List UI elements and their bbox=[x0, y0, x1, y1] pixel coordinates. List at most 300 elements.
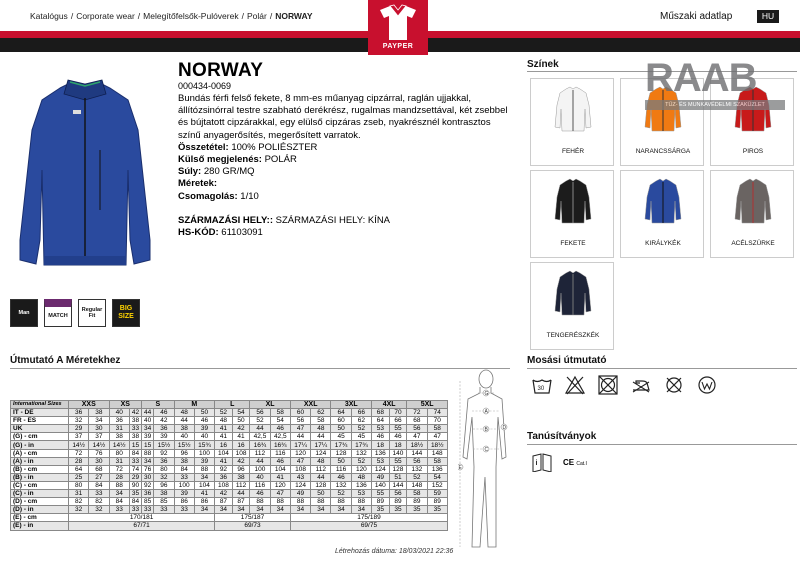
size-cell: 64 bbox=[331, 409, 351, 417]
size-cell: 15½ bbox=[174, 441, 194, 449]
size-cell: 38 bbox=[89, 409, 109, 417]
size-cell: 82 bbox=[89, 498, 109, 506]
breadcrumb-separator: / bbox=[269, 11, 273, 21]
packaging-row bbox=[178, 191, 508, 203]
breadcrumb-item[interactable]: Corporate wear bbox=[76, 11, 135, 21]
size-cell: 42 bbox=[215, 490, 233, 498]
weight-label: Súly: bbox=[178, 166, 202, 178]
size-cell: 34 bbox=[109, 490, 129, 498]
size-header: XXS bbox=[69, 401, 110, 409]
shirt-logo-icon bbox=[376, 4, 420, 42]
size-cell: 175/189 bbox=[290, 514, 447, 522]
color-swatch-label: FEHÉR bbox=[561, 148, 585, 155]
size-cell: 43 bbox=[290, 473, 310, 481]
no-bleach-icon bbox=[564, 374, 586, 396]
size-cell: 68 bbox=[89, 465, 109, 473]
raab-watermark bbox=[645, 58, 785, 113]
size-cell: 120 bbox=[351, 465, 371, 473]
color-swatch-label: TENGERÉSZKÉK bbox=[546, 332, 600, 339]
wash-icons bbox=[531, 374, 718, 396]
size-row-label: (E) - in bbox=[11, 522, 69, 530]
size-cell: 42 bbox=[232, 457, 250, 465]
size-row bbox=[11, 441, 448, 449]
composition-row bbox=[178, 142, 508, 154]
no-tumble-dry-icon bbox=[597, 374, 619, 396]
size-cell: 100 bbox=[250, 465, 270, 473]
size-cell: 136 bbox=[372, 449, 390, 457]
size-cell: 18 bbox=[389, 441, 407, 449]
size-cell: 88 bbox=[331, 498, 351, 506]
size-row-label: (D) - in bbox=[11, 506, 69, 514]
size-table bbox=[10, 400, 448, 531]
figure-label-d: D bbox=[502, 425, 507, 431]
size-cell: 33 bbox=[154, 506, 174, 514]
size-cell: 116 bbox=[331, 465, 351, 473]
size-cell: 58 bbox=[270, 409, 290, 417]
size-cell: 18½ bbox=[407, 441, 427, 449]
size-cell: 18 bbox=[372, 441, 390, 449]
size-cell: 34 bbox=[215, 506, 233, 514]
wet-clean-icon bbox=[696, 374, 718, 396]
figure-label-b: B bbox=[484, 427, 488, 433]
color-swatch-label: PIROS bbox=[742, 148, 764, 155]
size-cell: 53 bbox=[351, 490, 371, 498]
size-cell: 42 bbox=[154, 417, 174, 425]
size-cell: 116 bbox=[270, 449, 290, 457]
size-cell: 88 bbox=[311, 498, 331, 506]
size-cell: 53 bbox=[372, 425, 390, 433]
size-cell: 104 bbox=[270, 465, 290, 473]
raab-watermark-tagline: TŰZ- ÉS MUNKAVÉDELMI SZAKÜZLET bbox=[645, 100, 785, 110]
size-cell: 88 bbox=[109, 481, 129, 489]
size-cell: 47 bbox=[290, 425, 310, 433]
size-cell: 47 bbox=[290, 457, 310, 465]
breadcrumb bbox=[30, 11, 313, 21]
size-cell: 56 bbox=[407, 425, 427, 433]
no-dry-clean-icon bbox=[663, 374, 685, 396]
size-header: M bbox=[174, 401, 215, 409]
size-cell: 62 bbox=[351, 417, 371, 425]
size-cell: 140 bbox=[372, 481, 390, 489]
size-cell: 87 bbox=[232, 498, 250, 506]
size-cell: 34 bbox=[331, 506, 351, 514]
badge-man: Man bbox=[10, 299, 38, 327]
size-cell: 39 bbox=[154, 433, 174, 441]
size-header: 5XL bbox=[407, 401, 448, 409]
size-cell: 34 bbox=[270, 506, 290, 514]
size-cell: 36 bbox=[69, 409, 89, 417]
color-swatch[interactable] bbox=[530, 78, 614, 166]
size-cell: 89 bbox=[427, 498, 447, 506]
size-cell: 36 bbox=[154, 425, 174, 433]
size-cell: 80 bbox=[69, 481, 89, 489]
size-row bbox=[11, 457, 448, 465]
size-cell: 66 bbox=[389, 417, 407, 425]
size-cell: 88 bbox=[194, 465, 214, 473]
packaging-label: Csomagolás: bbox=[178, 190, 238, 202]
tech-sheet-link[interactable]: Műszaki adatlap bbox=[660, 11, 733, 22]
size-cell: 88 bbox=[250, 498, 270, 506]
size-row bbox=[11, 417, 448, 425]
size-cell: 64 bbox=[69, 465, 89, 473]
size-cell: 38 bbox=[174, 425, 194, 433]
size-header: 3XL bbox=[331, 401, 372, 409]
size-cell: 41 bbox=[215, 433, 233, 441]
size-cell: 40 bbox=[194, 433, 214, 441]
size-cell: 54 bbox=[232, 409, 250, 417]
size-cell: 48 bbox=[174, 409, 194, 417]
size-cell: 14½ bbox=[89, 441, 109, 449]
badge-regular-fit: Regular Fit bbox=[78, 299, 106, 327]
size-cell: 46 bbox=[270, 457, 290, 465]
size-cell: 68 bbox=[372, 409, 390, 417]
size-cell: 14½ bbox=[109, 441, 129, 449]
brand-logo[interactable] bbox=[368, 0, 428, 55]
size-cell: 128 bbox=[311, 481, 331, 489]
size-cell: 52 bbox=[215, 409, 233, 417]
size-cell: 14½ bbox=[69, 441, 89, 449]
size-cell: 66 bbox=[351, 409, 371, 417]
size-row-label: (B) - cm bbox=[11, 465, 69, 473]
size-cell: 60 bbox=[331, 417, 351, 425]
size-cell: 42 bbox=[232, 425, 250, 433]
product-title: NORWAY bbox=[178, 60, 264, 81]
size-cell: 112 bbox=[311, 465, 331, 473]
size-cell: 108 bbox=[290, 465, 310, 473]
color-swatch-jacket bbox=[553, 269, 593, 317]
size-cell: 39 bbox=[194, 425, 214, 433]
packaging-value: 1/10 bbox=[240, 190, 259, 202]
size-cell: 72 bbox=[69, 449, 89, 457]
size-cell: 44 bbox=[250, 457, 270, 465]
size-cell: 53 bbox=[372, 457, 390, 465]
size-cell: 46 bbox=[154, 409, 174, 417]
size-row bbox=[11, 481, 448, 489]
size-cell: 92 bbox=[142, 481, 154, 489]
size-cell: 74 bbox=[427, 409, 447, 417]
size-cell: 35 bbox=[372, 506, 390, 514]
size-cell: 50 bbox=[232, 417, 250, 425]
size-cell: 16¾ bbox=[250, 441, 270, 449]
badge-match: MATCH bbox=[44, 299, 72, 327]
size-cell: 28 bbox=[69, 457, 89, 465]
size-cell: 42,5 bbox=[250, 433, 270, 441]
size-cell: 52 bbox=[407, 473, 427, 481]
size-row-label: IT - DE bbox=[11, 409, 69, 417]
origin-label: SZÁRMAZÁSI HELY:: bbox=[178, 214, 273, 226]
size-cell: 34 bbox=[311, 506, 331, 514]
size-cell: 50 bbox=[331, 425, 351, 433]
ce-mark bbox=[563, 458, 587, 467]
size-row-label: UK bbox=[11, 425, 69, 433]
raab-watermark-word: RAAB bbox=[645, 56, 757, 100]
size-cell: 148 bbox=[427, 449, 447, 457]
size-cell: 39 bbox=[142, 433, 154, 441]
size-cell: 56 bbox=[290, 417, 310, 425]
size-row bbox=[11, 514, 448, 522]
size-cell: 38 bbox=[109, 433, 129, 441]
size-cell: 72 bbox=[407, 409, 427, 417]
body-measurement-figure bbox=[458, 367, 513, 557]
size-cell: 41 bbox=[232, 433, 250, 441]
ce-mark-text: CE bbox=[563, 457, 575, 467]
size-header: S bbox=[142, 401, 175, 409]
size-cell: 38 bbox=[174, 457, 194, 465]
color-swatch[interactable] bbox=[710, 170, 794, 258]
size-cell: 60 bbox=[290, 409, 310, 417]
size-cell: 132 bbox=[351, 449, 371, 457]
size-cell: 55 bbox=[389, 425, 407, 433]
size-row-label: (G) - cm bbox=[11, 433, 69, 441]
size-cell: 84 bbox=[89, 481, 109, 489]
size-cell: 80 bbox=[154, 465, 174, 473]
size-cell: 104 bbox=[215, 449, 233, 457]
size-cell: 51 bbox=[389, 473, 407, 481]
size-cell: 55 bbox=[372, 490, 390, 498]
size-cell: 40 bbox=[142, 417, 154, 425]
size-cell: 31 bbox=[69, 490, 89, 498]
size-cell: 44 bbox=[250, 425, 270, 433]
size-cell: 64 bbox=[372, 417, 390, 425]
color-swatch-label: NARANCSSÁRGA bbox=[635, 148, 691, 155]
size-cell: 38 bbox=[129, 417, 141, 425]
size-cell: 104 bbox=[194, 481, 214, 489]
size-cell: 140 bbox=[389, 449, 407, 457]
size-cell: 40 bbox=[109, 409, 129, 417]
size-row-label: (A) - in bbox=[11, 457, 69, 465]
size-cell: 124 bbox=[372, 465, 390, 473]
size-cell: 76 bbox=[89, 449, 109, 457]
iron-low-icon bbox=[630, 374, 652, 396]
size-header-row bbox=[11, 401, 448, 409]
size-cell: 37 bbox=[89, 433, 109, 441]
size-cell: 44 bbox=[311, 433, 331, 441]
product-description: Bundás férfi felső fekete, 8 mm-es műanyag cipzárral, raglán ujjakkal, állítózsinórral testre szabható derékrész, rugalmas mandzsettával, két zsebbel és bújtatott cipzárakkal, egy elülső cipzáras zseb, nyakrésznél kontrasztos színű anyagerősítés, megerősített varratok. bbox=[178, 93, 508, 141]
size-cell: 148 bbox=[407, 481, 427, 489]
size-cell: 54 bbox=[270, 417, 290, 425]
size-cell: 55 bbox=[389, 457, 407, 465]
size-cell: 48 bbox=[351, 473, 371, 481]
size-cell: 48 bbox=[215, 417, 233, 425]
size-cell: 124 bbox=[290, 481, 310, 489]
size-cell: 33 bbox=[142, 506, 154, 514]
size-cell: 15 bbox=[142, 441, 154, 449]
size-cell: 46 bbox=[194, 417, 214, 425]
colors-heading: Színek bbox=[527, 59, 797, 72]
size-cell: 36 bbox=[109, 417, 129, 425]
size-cell: 15¾ bbox=[194, 441, 214, 449]
language-selector[interactable]: HU bbox=[757, 10, 779, 23]
size-cell: 16¾ bbox=[270, 441, 290, 449]
size-cell: 96 bbox=[154, 481, 174, 489]
figure-label-a: A bbox=[484, 409, 488, 415]
size-cell: 41 bbox=[215, 425, 233, 433]
size-cell: 88 bbox=[142, 449, 154, 457]
size-cell: 29 bbox=[69, 425, 89, 433]
size-cell: 47 bbox=[270, 490, 290, 498]
figure-label-g: G bbox=[484, 391, 489, 397]
size-row-label: (G) - in bbox=[11, 441, 69, 449]
size-cell: 88 bbox=[270, 498, 290, 506]
size-cell: 35 bbox=[389, 506, 407, 514]
size-row bbox=[11, 498, 448, 506]
size-cell: 38 bbox=[154, 490, 174, 498]
size-cell: 49 bbox=[290, 490, 310, 498]
wash-heading: Mosási útmutató bbox=[527, 355, 797, 369]
appearance-label: Külső megjelenés: bbox=[178, 154, 262, 166]
size-cell: 33 bbox=[89, 490, 109, 498]
weight-value: 280 GR/MQ bbox=[203, 166, 255, 178]
size-cell: 72 bbox=[109, 465, 129, 473]
size-cell: 84 bbox=[174, 465, 194, 473]
size-cell: 33 bbox=[129, 506, 141, 514]
size-cell: 30 bbox=[89, 425, 109, 433]
wash-temperature: 30 bbox=[537, 386, 545, 392]
color-swatch[interactable] bbox=[620, 170, 704, 258]
size-cell: 38 bbox=[232, 473, 250, 481]
size-cell: 52 bbox=[351, 457, 371, 465]
size-cell: 17¾ bbox=[331, 441, 351, 449]
size-cell: 70 bbox=[427, 417, 447, 425]
size-cell: 49 bbox=[372, 473, 390, 481]
size-cell: 128 bbox=[331, 449, 351, 457]
breadcrumb-separator: / bbox=[241, 11, 244, 21]
size-cell: 69/75 bbox=[290, 522, 447, 530]
size-cell: 34 bbox=[142, 425, 154, 433]
figure-label-e: E bbox=[458, 465, 462, 471]
size-row bbox=[11, 433, 448, 441]
size-cell: 58 bbox=[427, 457, 447, 465]
size-cell: 136 bbox=[427, 465, 447, 473]
size-cell: 74 bbox=[129, 465, 141, 473]
size-cell: 89 bbox=[389, 498, 407, 506]
certifications-heading: Tanúsítványok bbox=[527, 431, 797, 445]
size-cell: 34 bbox=[232, 506, 250, 514]
body-outline-icon bbox=[458, 367, 513, 557]
size-cell: 34 bbox=[351, 506, 371, 514]
product-info bbox=[178, 93, 508, 239]
size-cell: 56 bbox=[407, 457, 427, 465]
size-cell: 32 bbox=[69, 506, 89, 514]
size-cell: 96 bbox=[174, 449, 194, 457]
size-cell: 112 bbox=[250, 449, 270, 457]
size-cell: 32 bbox=[69, 417, 89, 425]
size-row bbox=[11, 490, 448, 498]
size-cell: 40 bbox=[174, 433, 194, 441]
sizes-row bbox=[178, 178, 508, 190]
size-cell: 50 bbox=[311, 490, 331, 498]
size-cell: 69/73 bbox=[215, 522, 291, 530]
size-cell: 58 bbox=[407, 490, 427, 498]
size-header: L bbox=[215, 401, 250, 409]
color-swatch-label: FEKETE bbox=[560, 240, 586, 247]
size-cell: 16 bbox=[215, 441, 233, 449]
breadcrumb-item[interactable]: Melegítőfelsők-Pulóverek bbox=[143, 11, 239, 21]
size-row bbox=[11, 473, 448, 481]
size-cell: 15 bbox=[129, 441, 141, 449]
product-code: 000434-0069 bbox=[178, 81, 232, 91]
size-cell: 120 bbox=[290, 449, 310, 457]
size-cell: 44 bbox=[174, 417, 194, 425]
size-cell: 47 bbox=[407, 433, 427, 441]
size-cell: 58 bbox=[311, 417, 331, 425]
size-row bbox=[11, 522, 448, 530]
breadcrumb-separator: / bbox=[70, 11, 74, 21]
size-cell: 112 bbox=[232, 481, 250, 489]
color-swatch-jacket bbox=[643, 177, 683, 225]
size-cell: 85 bbox=[142, 498, 154, 506]
size-cell: 100 bbox=[174, 481, 194, 489]
feature-badges bbox=[10, 299, 140, 327]
size-row-label: (C) - cm bbox=[11, 481, 69, 489]
size-cell: 152 bbox=[427, 481, 447, 489]
size-row-label: (C) - in bbox=[11, 490, 69, 498]
size-cell: 32 bbox=[89, 506, 109, 514]
size-cell: 34 bbox=[250, 506, 270, 514]
size-cell: 87 bbox=[215, 498, 233, 506]
size-cell: 92 bbox=[215, 465, 233, 473]
composition-label: Összetétel: bbox=[178, 141, 229, 153]
size-cell: 108 bbox=[215, 481, 233, 489]
size-cell: 132 bbox=[407, 465, 427, 473]
size-cell: 36 bbox=[154, 457, 174, 465]
size-cell: 15½ bbox=[154, 441, 174, 449]
color-swatch[interactable] bbox=[530, 262, 614, 350]
breadcrumb-item[interactable]: Katalógus bbox=[30, 11, 68, 21]
origin-row bbox=[178, 215, 508, 227]
size-cell: 31 bbox=[109, 457, 129, 465]
size-cell: 46 bbox=[270, 425, 290, 433]
size-header: XXL bbox=[290, 401, 331, 409]
size-cell: 38 bbox=[129, 433, 141, 441]
size-cell: 33 bbox=[109, 506, 129, 514]
jacket-illustration bbox=[10, 70, 160, 275]
size-cell: 84 bbox=[109, 498, 129, 506]
size-cell: 52 bbox=[250, 417, 270, 425]
size-cell: 54 bbox=[427, 473, 447, 481]
size-cell: 85 bbox=[154, 498, 174, 506]
info-book-icon bbox=[531, 452, 553, 472]
size-cell: 47 bbox=[427, 433, 447, 441]
size-cell: 36 bbox=[142, 490, 154, 498]
origin-value: SZÁRMAZÁSI HELY: KÍNA bbox=[275, 214, 391, 226]
color-swatch[interactable] bbox=[530, 170, 614, 258]
size-cell: 90 bbox=[129, 481, 141, 489]
size-cell: 84 bbox=[129, 449, 141, 457]
size-cell: 36 bbox=[215, 473, 233, 481]
size-cell: 170/181 bbox=[69, 514, 215, 522]
size-cell: 27 bbox=[89, 473, 109, 481]
certification-icons bbox=[531, 452, 587, 472]
size-cell: 50 bbox=[331, 457, 351, 465]
appearance-row bbox=[178, 154, 508, 166]
size-row-label: (D) - cm bbox=[11, 498, 69, 506]
size-cell: 34 bbox=[194, 506, 214, 514]
size-cell: 34 bbox=[290, 506, 310, 514]
size-cell: 56 bbox=[250, 409, 270, 417]
breadcrumb-item[interactable]: Polár bbox=[246, 11, 267, 21]
size-cell: 40 bbox=[250, 473, 270, 481]
size-cell: 32 bbox=[154, 473, 174, 481]
color-swatch-label: KIRÁLYKÉK bbox=[645, 240, 681, 247]
size-cell: 144 bbox=[407, 449, 427, 457]
size-guide-heading: Útmutató A Méretekhez bbox=[10, 355, 510, 369]
brand-logo-text: PAYPER bbox=[382, 43, 414, 50]
size-cell: 124 bbox=[311, 449, 331, 457]
size-cell: 39 bbox=[194, 457, 214, 465]
figure-label-c: C bbox=[484, 447, 489, 453]
size-cell: 46 bbox=[250, 490, 270, 498]
